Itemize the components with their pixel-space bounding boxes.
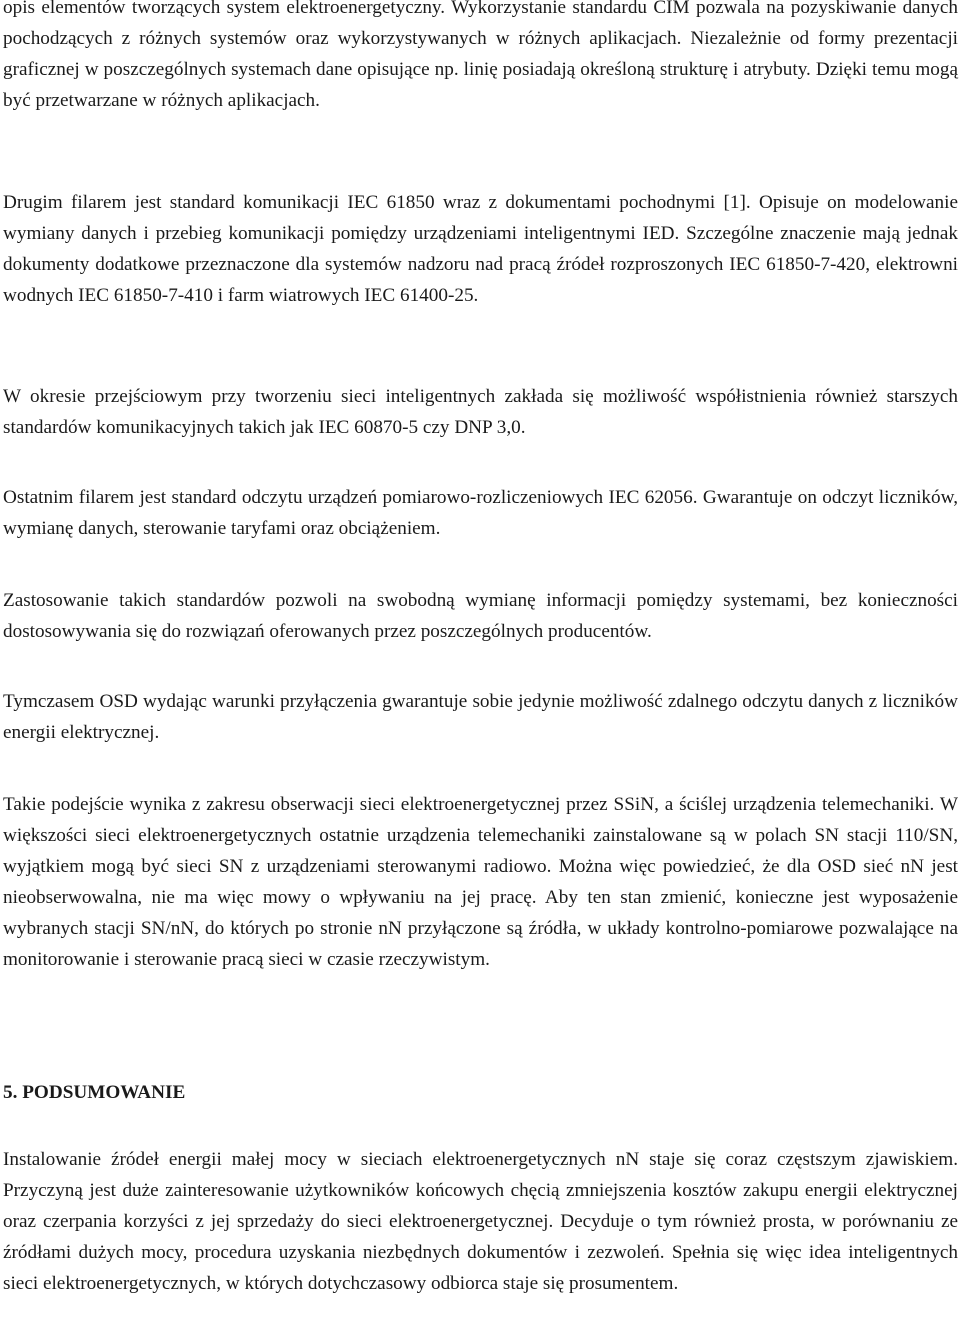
paragraph-iec-62056: Ostatnim filarem jest standard odczytu urządzeń pomiarowo-rozliczeniowych IEC 62056. Gwarantuje on odczyt liczników, wymianę danych, sterowanie taryfami oraz obciążeniem. <box>3 487 958 539</box>
paragraph-cim-standard: opis elementów tworzących system elektroenergetyczny. Wykorzystanie standardu CIM pozwala na pozyskiwanie danych pochodzących z różnych systemów oraz wykorzystywanych w różnych aplikacjach. Niezależnie od formy prezentacji graficznej w poszczególnych systemach dane opisujące np. linię posiadają określoną strukturę i atrybuty. Dzięki temu mogą być przetwarzane w różnych aplikacjach. <box>3 0 958 111</box>
paragraph-osd-conditions: Tymczasem OSD wydając warunki przyłączenia gwarantuje sobie jedynie możliwość zdalnego odczytu danych z liczników energii elektrycznej. <box>3 691 958 743</box>
paragraph-ssin-observation: Takie podejście wynika z zakresu obserwacji sieci elektroenergetycznej przez SSiN, a ściślej urządzenia telemechaniki. W większości sieci elektroenergetycznych ostatnie urządzenia telemechaniki zainstalowane są w polach SN stacji 110/SN, wyjątkiem mogą być sieci SN z urządzeniami sterowanymi radiowo. Można więc powiedzieć, że dla OSD sieć nN jest nieobserwowalna, nie ma więc mowy o wpływaniu na jej pracę. Aby ten stan zmienić, konieczne jest wyposażenie wybranych stacji SN/nN, do których po stronie nN przyłączone są źródła, w układy kontrolno-pomiarowe pozwalające na monitorowanie i sterowanie pracą sieci w czasie rzeczywistym. <box>3 794 958 970</box>
paragraph-transition-period: W okresie przejściowym przy tworzeniu sieci inteligentnych zakłada się możliwość współistnienia również starszych standardów komunikacyjnych takich jak IEC 60870-5 czy DNP 3,0. <box>3 386 958 438</box>
paragraph-iec-61850: Drugim filarem jest standard komunikacji IEC 61850 wraz z dokumentami pochodnymi [1]. Opisuje on modelowanie wymiany danych i przebieg komunikacji pomiędzy urządzeniami inteligentnymi IED. Szczególne znaczenie mają jednak dokumenty dodatkowe przeznaczone dla systemów nadzoru nad pracą źródeł rozproszonych IEC 61850-7-420, elektrowni wodnych IEC 61850-7-410 i farm wiatrowych IEC 61400-25. <box>3 192 958 306</box>
section-heading: 5. PODSUMOWANIE <box>3 1082 186 1103</box>
paragraph-summary: Instalowanie źródeł energii małej mocy w sieciach elektroenergetycznych nN staje się coraz częstszym zjawiskiem. Przyczyną jest duże zainteresowanie użytkowników końcowych chęcią zmniejszenia kosztów zakupu energii elektrycznej oraz czerpania korzyści z jej sprzedaży do sieci elektroenergetycznej. Decyduje o tym również prosta, w porównaniu ze źródłami dużych mocy, procedura uzyskania niezbędnych dokumentów i zezwoleń. Spełnia się więc idea inteligentnych sieci elektroenergetycznych, w których dotychczasowy odbiorca staje się prosumentem. <box>3 1149 958 1294</box>
paragraph-standards-benefit: Zastosowanie takich standardów pozwoli na swobodną wymianę informacji pomiędzy systemami, bez konieczności dostosowywania się do rozwiązań oferowanych przez poszczególnych producentów. <box>3 590 958 642</box>
